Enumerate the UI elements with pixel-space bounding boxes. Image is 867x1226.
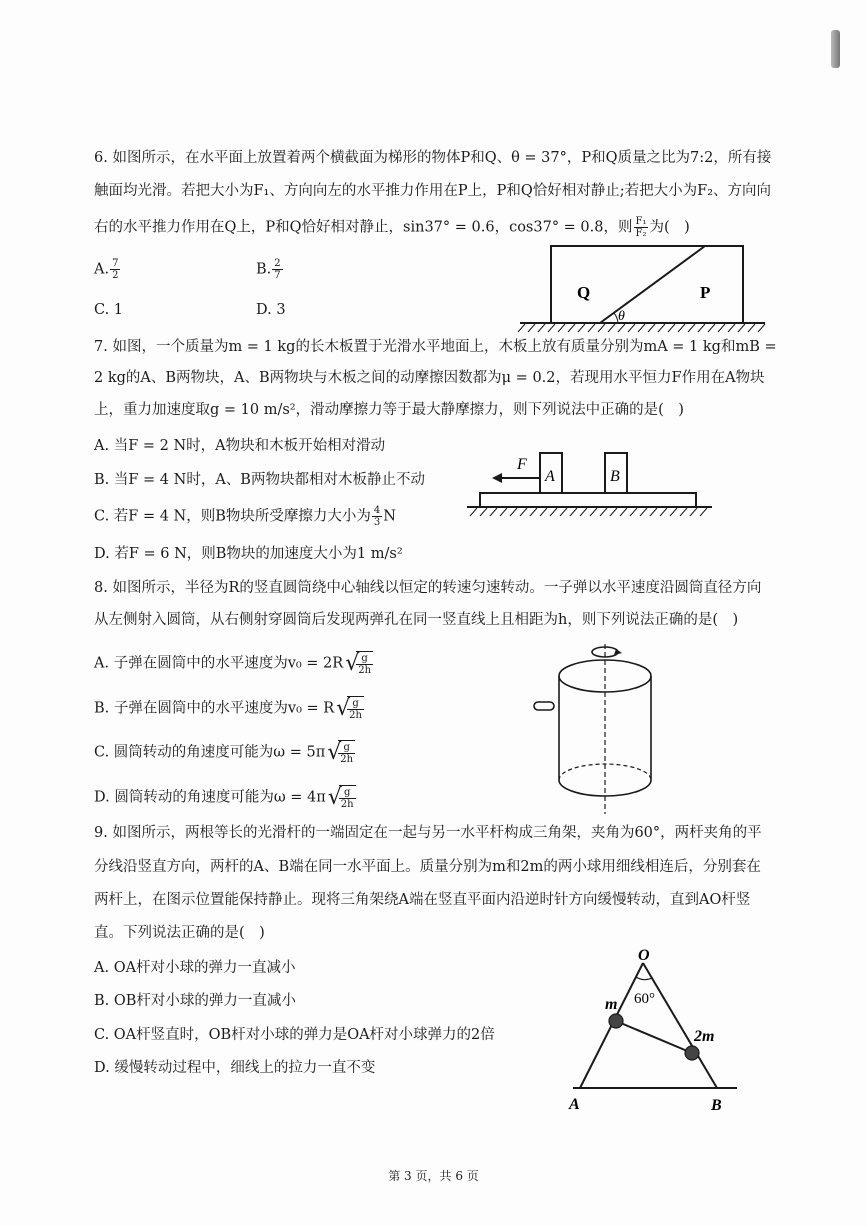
q7-option-d[interactable]: D. 若F = 6 N，则B物块的加速度大小为1 m/s² xyxy=(94,546,403,562)
q9-line-3: 两杆上，在图示位置能保持静止。现将三角架绕A端在竖直平面内沿逆时针方向缓慢转动，直到AO杆竖 xyxy=(94,892,751,908)
q8-option-a-root-den: 2h xyxy=(358,665,372,676)
q7-line-3: 上，重力加速度取g = 10 m/s²，滑动摩擦力等于最大静摩擦力，则下列说法中正确的是( ) xyxy=(94,402,684,418)
q9-label-o: O xyxy=(638,947,650,964)
q8-option-d-prefix: D. 圆筒转动的角速度可能为ω = 4π xyxy=(94,789,326,806)
q8-option-c-prefix: C. 圆筒转动的角速度可能为ω = 5π xyxy=(94,744,326,761)
q8-option-c-sqrt: √ $\frac{g}{2h}$ xyxy=(327,740,354,765)
q7-label-b: B xyxy=(610,468,620,485)
q8-option-a-root-num: g xyxy=(356,653,373,665)
q8-line-2: 从左侧射入圆筒，从右侧射穿圆筒后发现两弹孔在同一竖直线上且相距为h，则下列说法正确的是( ) xyxy=(94,612,739,628)
q6-ratio-num: F₁ xyxy=(635,216,647,227)
q9-ball-2m xyxy=(685,1046,699,1060)
scan-edge-mark xyxy=(831,30,840,68)
q8-bullet xyxy=(534,702,554,710)
q9-option-c[interactable]: C. OA杆竖直时，OB杆对小球的弹力是OA杆对小球弹力的2倍 xyxy=(94,1027,495,1043)
q6-ground-hatch xyxy=(518,324,765,332)
q9-angle-arc xyxy=(636,977,652,980)
q7-board-figure xyxy=(462,445,717,525)
q6-option-a-label: A. xyxy=(94,261,110,278)
q6-line-1: 6. 如图所示，在水平面上放置着两个横截面为梯形的物体P和Q、θ = 37°，P和Q质量之比为7:2，所有接 xyxy=(94,150,772,166)
q8-option-a-prefix: A. 子弹在圆筒中的水平速度为v₀ = 2R xyxy=(94,655,344,672)
q8-option-d[interactable] xyxy=(94,785,357,810)
q6-ratio-den: F₂ xyxy=(635,228,647,239)
q6-ratio-fraction xyxy=(634,216,649,239)
q8-option-b-sqrt: √ $\frac{g}{2h}$ xyxy=(336,696,362,721)
q9-line-1: 9. 如图所示，两根等长的光滑杆的一端固定在一起与另一水平杆构成三角架，夹角为60°，两杆夹角的平 xyxy=(94,825,762,841)
q6-label-p: P xyxy=(700,283,711,302)
q7-line-2: 2 kg的A、B两物块，A、B两物块与木板之间的动摩擦因数都为μ = 0.2，若现用水平恒力F作用在A物块 xyxy=(94,370,765,386)
q6-option-a-fraction xyxy=(110,258,120,281)
q8-option-d-root-num: g xyxy=(339,787,356,799)
q6-option-b[interactable] xyxy=(256,258,284,281)
q8-option-d-root-den: 2h xyxy=(340,799,354,810)
q8-option-a[interactable] xyxy=(94,651,374,676)
q8-option-c-root-den: 2h xyxy=(340,754,354,765)
q9-label-m: m xyxy=(605,996,618,1013)
page-footer: 第 3 页，共 6 页 xyxy=(388,1169,479,1183)
q8-option-b-prefix: B. 子弹在圆筒中的水平速度为v₀ = R xyxy=(94,700,335,717)
q9-line-2: 分线沿竖直方向，两杆的A、B端在同一水平面上。质量分别为m和2m的两小球用细线相连后，分别套在 xyxy=(94,859,761,875)
q9-triangle-figure xyxy=(565,945,745,1117)
q6-option-b-label: B. xyxy=(256,261,272,278)
q8-option-c[interactable] xyxy=(94,740,356,765)
q8-option-c-root-num: g xyxy=(338,742,355,754)
q8-option-a-sqrt: √ $\frac{g}{2h}$ xyxy=(345,651,372,676)
q7-option-c-fraction xyxy=(372,505,382,528)
q6-line-3 xyxy=(94,216,690,239)
q6-option-d[interactable]: D. 3 xyxy=(256,302,286,318)
q9-option-a[interactable]: A. OA杆对小球的弹力一直减小 xyxy=(94,960,296,976)
q6-suffix: 为( ) xyxy=(649,219,690,236)
q7-line-1: 7. 如图，一个质量为m = 1 kg的长木板置于光滑水平地面上，木板上放有质量分别为mA = 1 kg和mB = xyxy=(94,339,777,355)
q9-label-2m: 2m xyxy=(694,1028,715,1045)
q6-option-b-den: 7 xyxy=(274,270,281,281)
q8-rotation-arrowhead xyxy=(614,649,622,655)
q6-option-c[interactable]: C. 1 xyxy=(94,302,124,318)
q6-line-2: 触面均光滑。若把大小为F₁、方向向左的水平推力作用在P上，P和Q恰好相对静止;若把大小为F₂、方向向 xyxy=(94,183,772,199)
q8-option-b[interactable] xyxy=(94,696,365,721)
q6-option-b-fraction xyxy=(272,258,282,281)
q7-ground-hatch xyxy=(470,508,707,516)
q9-rod-ob xyxy=(643,963,717,1088)
q6-option-a[interactable] xyxy=(94,258,121,281)
q7-label-a: A xyxy=(545,468,555,485)
q9-label-b: B xyxy=(711,1097,722,1114)
q8-cylinder-figure xyxy=(528,640,678,816)
q6-option-a-num: 7 xyxy=(112,258,119,269)
q7-option-c-unit: N xyxy=(383,508,396,525)
q7-option-c-num: 4 xyxy=(373,505,381,516)
q7-long-board xyxy=(480,493,696,507)
q8-line-1: 8. 如图所示，半径为R的竖直圆筒绕中心轴线以恒定的转速匀速转动。一子弹以水平速度沿圆筒直径方向 xyxy=(94,580,762,596)
q8-option-b-root-den: 2h xyxy=(349,710,362,721)
q9-label-angle: 60° xyxy=(634,991,655,1007)
q7-option-c-den: 3 xyxy=(373,517,381,528)
q9-option-b[interactable]: B. OB杆对小球的弹力一直减小 xyxy=(94,993,296,1009)
q6-option-a-den: 2 xyxy=(112,270,119,281)
q6-diagonal-interface xyxy=(600,246,705,323)
q6-label-q: Q xyxy=(577,283,591,302)
q7-option-b[interactable]: B. 当F = 4 N时，A、B两物块都相对木板静止不动 xyxy=(94,472,425,488)
q7-option-a[interactable]: A. 当F = 2 N时，A物块和木板开始相对滑动 xyxy=(94,438,386,454)
q8-option-b-root-num: g xyxy=(347,698,364,710)
q6-line-3-text: 右的水平推力作用在Q上，P和Q恰好相对静止，sin37° = 0.6，cos37° = 0.8，则 xyxy=(94,219,633,236)
q9-ball-m xyxy=(609,1014,623,1028)
q7-option-c[interactable] xyxy=(94,505,396,528)
q6-trapezoid-figure xyxy=(515,238,770,334)
q9-line-4: 直。下列说法正确的是( ) xyxy=(94,925,265,941)
q6-option-b-num: 2 xyxy=(274,258,281,269)
q7-force-arrowhead xyxy=(492,473,502,483)
q9-option-d[interactable]: D. 缓慢转动过程中，细线上的拉力一直不变 xyxy=(94,1060,376,1076)
q7-label-f: F xyxy=(517,456,527,473)
q8-option-d-sqrt: √ $\frac{g}{2h}$ xyxy=(327,785,354,810)
q7-option-c-prefix: C. 若F = 4 N，则B物块所受摩擦力大小为 xyxy=(94,508,371,525)
q9-label-a: A xyxy=(569,1096,580,1113)
q6-label-theta: θ xyxy=(618,309,625,324)
